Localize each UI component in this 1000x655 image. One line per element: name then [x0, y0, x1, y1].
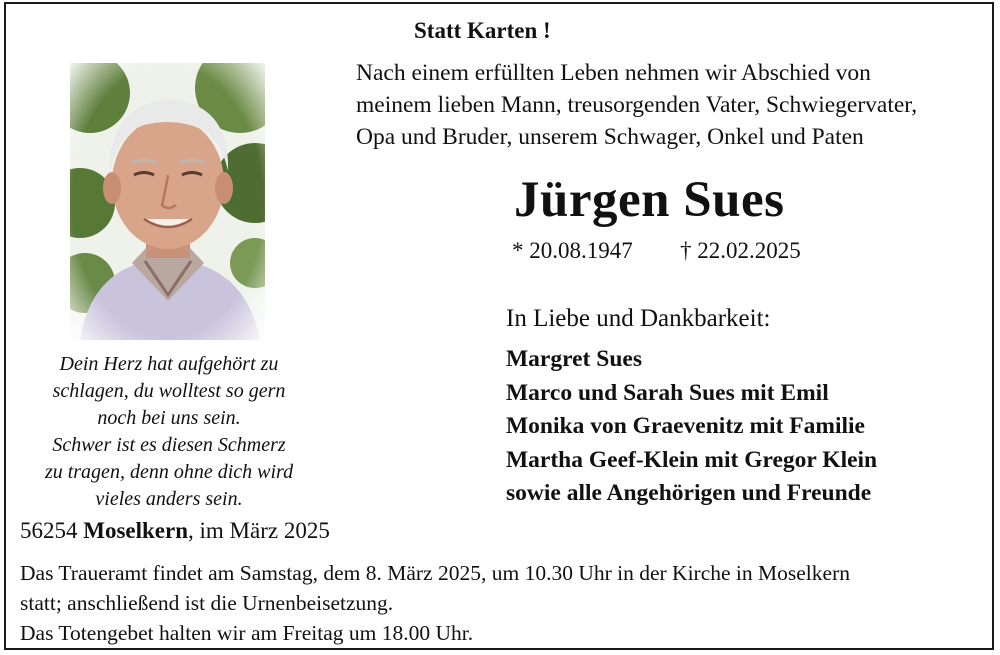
postcode: 56254 [20, 518, 78, 543]
intro-text [356, 57, 986, 153]
mourner: Monika von Graevenitz mit Familie [506, 413, 865, 439]
poem-line: noch bei uns sein. [97, 407, 241, 429]
intro-line: Nach einem erfüllten Leben nehmen wir Abschied von [356, 60, 871, 86]
intro-line: meinem lieben Mann, treusorgenden Vater, Schwiegervater, [356, 92, 918, 118]
mourner: Martha Geef-Klein mit Gregor Klein [506, 446, 878, 473]
mourner: Margret Sues [506, 346, 642, 372]
town: Moselkern [83, 518, 189, 543]
death-date: † 22.02.2025 [680, 238, 801, 263]
service-line: Das Totengebet halten wir am Freitag um 18.00 Uhr. [20, 621, 474, 645]
service-line: Das Traueramt findet am Samstag, dem 8. März 2025, um 10.30 Uhr in der Kirche in Moselkern [20, 561, 850, 585]
poem-line: schlagen, du wolltest so gern [52, 380, 286, 402]
poem-line: zu tragen, denn ohne dich wird [44, 461, 294, 483]
poem [8, 351, 330, 513]
poem-line: Schwer ist es diesen Schmerz [52, 434, 286, 456]
birth-date: * 20.08.1947 [512, 238, 633, 263]
poem-line: Dein Herz hat aufgehört zu [59, 353, 279, 375]
mourner: Marco und Sarah Sues mit Emil [506, 379, 829, 406]
mourners-list [506, 343, 877, 511]
service-line: statt; anschließend ist die Urnenbeisetzung. [20, 591, 394, 615]
mourner: sowie alle Angehörigen und Freunde [506, 480, 872, 506]
deceased-name: Jürgen Sues [514, 172, 785, 228]
poem-line: vieles anders sein. [95, 488, 243, 510]
service-info [20, 558, 980, 648]
date-text: , im März 2025 [188, 518, 330, 543]
heading: Statt Karten ! [414, 18, 551, 43]
thanks-line: In Liebe und Dankbarkeit: [506, 305, 771, 332]
portrait-photo [70, 63, 265, 340]
place-date-line [20, 518, 330, 544]
intro-line: Opa und Bruder, unserem Schwager, Onkel und Paten [356, 124, 864, 150]
